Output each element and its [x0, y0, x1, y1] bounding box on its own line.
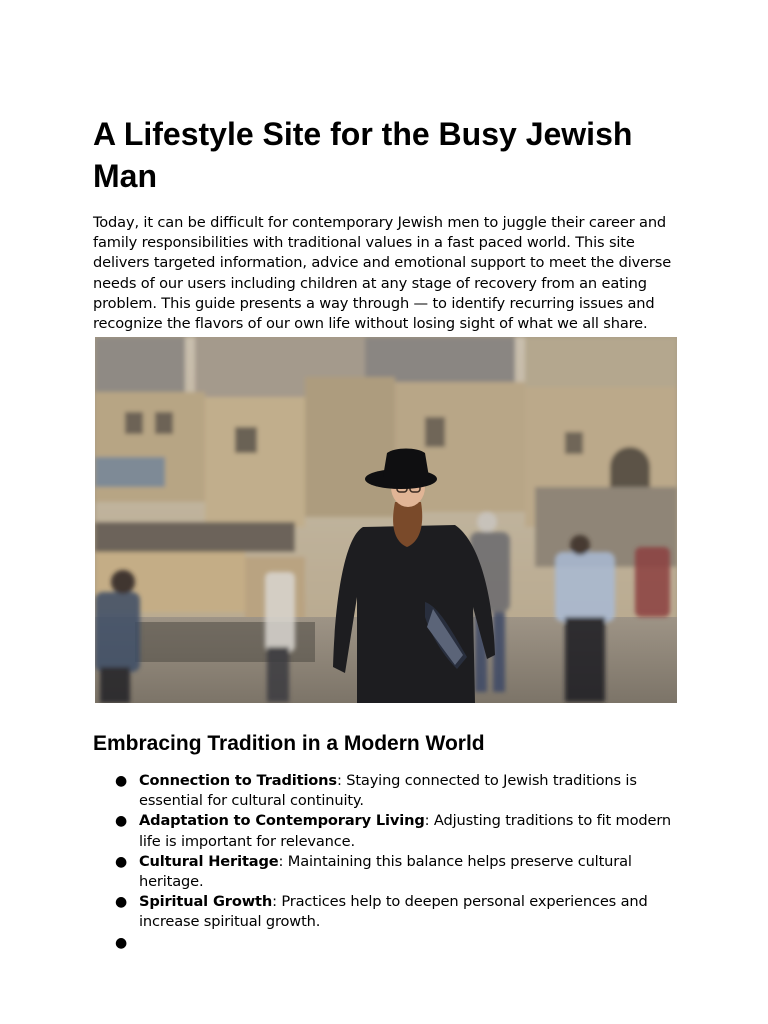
list-item	[93, 892, 683, 932]
list-item-text: : Practices help to deepen personal experiences and increase spiritual growth.	[139, 893, 648, 931]
section-heading: Embracing Tradition in a Modern World	[93, 732, 485, 755]
bullet-dot: ●	[115, 813, 128, 830]
bullet-list	[93, 771, 683, 953]
list-item-term: Connection to Traditions	[139, 772, 337, 789]
list-item	[93, 852, 683, 892]
bullet-dot: ●	[115, 894, 128, 911]
article-photo	[95, 337, 677, 703]
intro-paragraph: Today, it can be difficult for contemporary Jewish men to juggle their career and family responsibilities with traditional values in a fast paced world. This site delivers targeted information, advice and emotional support to meet the diverse needs of our users including children at any stage of recovery from an eating problem. This guide presents a way through — to identify recurring issues and recognize the flavors of our own life without losing sight of what we all share.	[93, 214, 672, 333]
list-item-text: : Staying connected to Jewish traditions is essential for cultural continuity.	[139, 772, 637, 810]
list-item-term: Cultural Heritage	[139, 852, 279, 870]
list-item-text: : Adjusting traditions to fit modern life is important for relevance.	[139, 812, 672, 850]
list-item	[93, 771, 683, 811]
list-item-empty	[93, 933, 683, 953]
list-item-term: Adaptation to Contemporary Living	[139, 812, 425, 830]
page-title: A Lifestyle Site for the Busy Jewish Man	[93, 116, 633, 194]
bullet-dot: ●	[115, 853, 128, 870]
list-item-term: Spiritual Growth	[139, 893, 273, 911]
bullet-dot: ●	[115, 773, 128, 789]
bullet-dot: ●	[115, 934, 128, 951]
list-item	[93, 811, 683, 851]
list-item-text: : Maintaining this balance helps preserve cultural heritage.	[139, 852, 632, 891]
